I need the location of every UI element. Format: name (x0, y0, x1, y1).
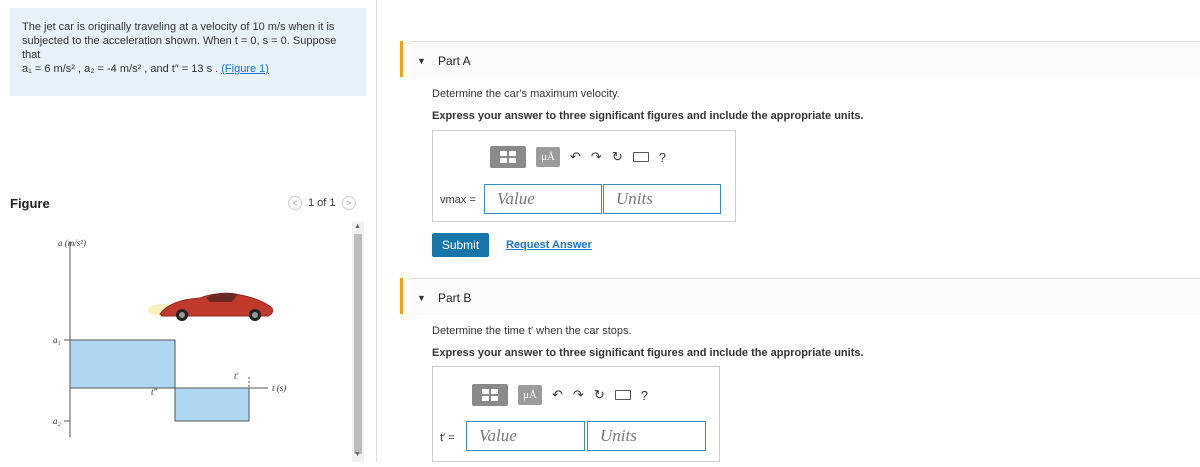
jet-car-image (148, 293, 273, 321)
part-b-header[interactable] (410, 278, 1200, 315)
units-symbol-icon[interactable]: μÅ (518, 385, 542, 405)
request-answer-link[interactable]: Request Answer (506, 239, 592, 251)
problem-statement (10, 8, 366, 96)
scroll-down-icon[interactable]: ▼ (354, 451, 361, 458)
template-icon[interactable] (472, 384, 508, 406)
redo-icon[interactable]: ↷ (590, 149, 602, 164)
part-a-instruction: Express your answer to three significant figures and include the appropriate units. (432, 110, 864, 122)
part-a-units-input[interactable]: Units (603, 184, 721, 214)
keyboard-icon[interactable] (615, 390, 631, 400)
a1-label: a₁ (53, 335, 61, 345)
figure-image (10, 222, 354, 462)
undo-icon[interactable]: ↶ (570, 149, 581, 164)
scroll-thumb[interactable] (354, 234, 362, 454)
help-button[interactable]: ? (640, 387, 648, 403)
chevron-left-icon: < (292, 198, 298, 208)
part-a-accent-bar (400, 41, 403, 77)
reset-icon[interactable]: ↻ (611, 149, 623, 164)
t-double-prime-label: t″ (151, 387, 158, 397)
part-a-value-input[interactable]: Value (484, 184, 602, 214)
part-a-toolbar (490, 146, 666, 168)
next-figure-button[interactable] (342, 196, 356, 210)
part-b-accent-bar (400, 278, 403, 314)
keyboard-icon[interactable] (633, 152, 649, 162)
problem-line-3 (22, 62, 354, 76)
part-b-label: Part B (438, 291, 472, 305)
submit-button[interactable]: Submit (432, 233, 489, 257)
part-b-value-input[interactable]: Value (466, 421, 585, 451)
part-a-label: Part A (438, 54, 471, 68)
part-b-question: Determine the time t′ when the car stops. (432, 325, 632, 337)
figure-title: Figure (10, 196, 50, 211)
scroll-up-icon[interactable]: ▲ (354, 223, 361, 230)
a2-label: a₂ (53, 416, 61, 426)
a1-region (70, 340, 175, 388)
panel-divider (376, 0, 377, 462)
a2-region (175, 388, 249, 421)
y-axis-label: a (m/s²) (58, 238, 86, 248)
problem-line-3-text: a₁ = 6 m/s² , a₂ = -4 m/s² , and t″ = 13 s . (22, 63, 219, 75)
undo-icon[interactable]: ↶ (552, 387, 563, 402)
problem-line-1: The jet car is originally traveling at a velocity of 10 m/s when it is (22, 21, 335, 33)
help-button[interactable]: ? (658, 149, 666, 165)
part-a-variable-label: vmax = (440, 194, 476, 206)
reset-icon[interactable]: ↻ (593, 387, 605, 402)
figure-pager (288, 196, 356, 210)
collapse-triangle-icon: ▼ (417, 56, 426, 66)
figure-scrollbar[interactable] (352, 222, 364, 462)
chevron-right-icon: > (345, 198, 352, 208)
problem-line-2: subjected to the acceleration shown. When t = 0, s = 0. Suppose that (22, 35, 337, 61)
part-a-header[interactable] (410, 41, 1200, 78)
redo-icon[interactable]: ↷ (572, 387, 584, 402)
part-b-variable-label: t′ = (440, 432, 455, 444)
t-prime-label: t′ (234, 371, 239, 381)
acceleration-graph (10, 222, 354, 462)
collapse-triangle-icon: ▼ (417, 293, 426, 303)
prev-figure-button[interactable] (288, 196, 302, 210)
part-b-units-input[interactable]: Units (587, 421, 706, 451)
figure-page-count: 1 of 1 (308, 197, 336, 209)
part-b-instruction: Express your answer to three significant figures and include the appropriate units. (432, 347, 864, 359)
figure-header (10, 196, 370, 216)
figure-link[interactable]: (Figure 1) (221, 63, 269, 75)
part-b-toolbar (472, 384, 648, 406)
part-a-question: Determine the car's maximum velocity. (432, 88, 620, 100)
template-icon[interactable] (490, 146, 526, 168)
x-axis-label: t (s) (272, 383, 287, 393)
units-symbol-icon[interactable]: μÅ (536, 147, 560, 167)
